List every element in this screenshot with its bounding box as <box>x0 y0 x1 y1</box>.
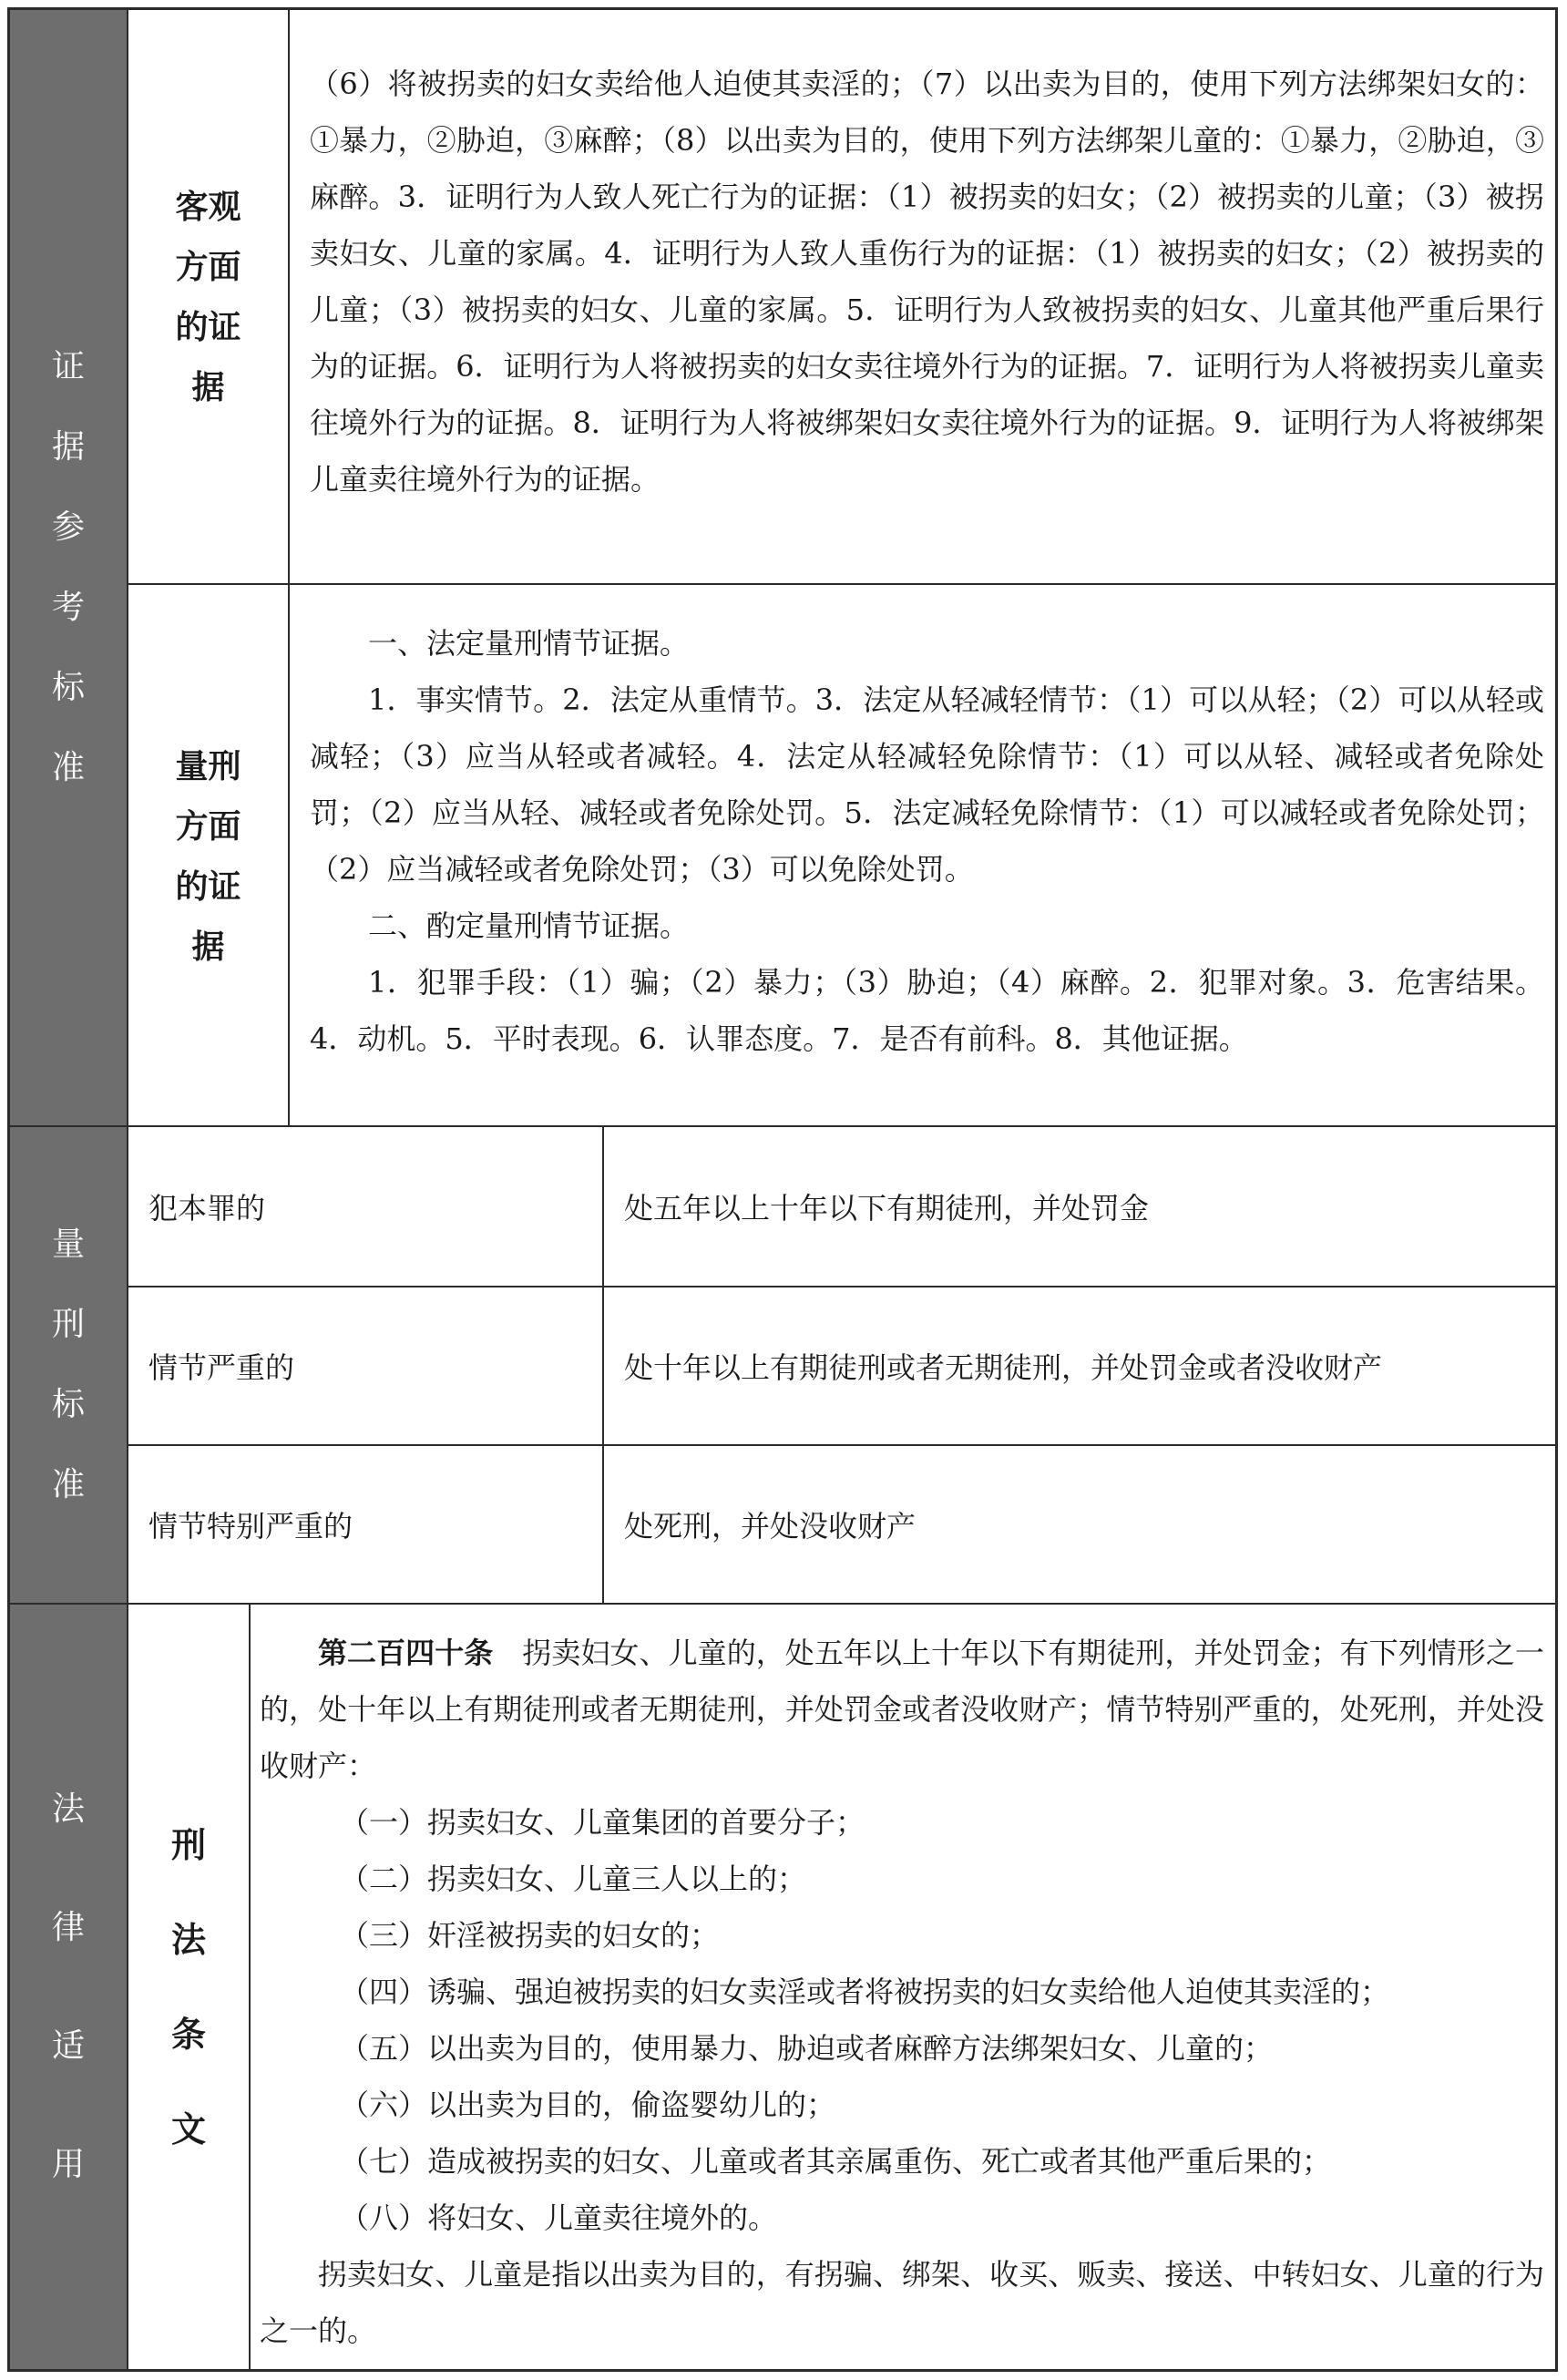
standards-penalty: 处死刑，并处没收财产 <box>624 1509 917 1544</box>
sentencing-para-1: 一、法定量刑情节证据。 <box>368 626 690 661</box>
article-item: （七）造成被拐卖的妇女、儿童或者其亲属重伤、死亡或者其他严重后果的； <box>340 2144 1332 2179</box>
article-item: （三）奸淫被拐卖的妇女的； <box>340 1918 720 1953</box>
standards-penalty: 处十年以上有期徒刑或者无期徒刑，并处罚金或者没收财产 <box>624 1350 1383 1385</box>
law-section <box>10 1605 1555 2369</box>
standards-side-label: 量刑标准 <box>51 1226 85 1503</box>
article-item: （六）以出卖为目的，偷盗婴幼儿的； <box>340 2088 836 2122</box>
standards-penalty: 处五年以上十年以下有期徒刑，并处罚金 <box>624 1191 1150 1226</box>
article-definition: 拐卖妇女、儿童是指以出卖为目的，有拐骗、绑架、收买、贩卖、接送、中转妇女、儿童的行为之一的。 <box>260 2257 1544 2348</box>
objective-evidence-label-cell <box>128 10 290 583</box>
law-side-label: 法律适用 <box>51 1790 85 2183</box>
article-title: 第二百四十条 <box>318 1636 494 1670</box>
standards-side-header <box>10 1127 128 1603</box>
article-item: （八）将妇女、儿童卖往境外的。 <box>340 2200 778 2235</box>
sentencing-para-3: 二、酌定量刑情节证据。 <box>368 908 690 943</box>
standards-section <box>10 1127 1555 1605</box>
law-side-header <box>10 1605 128 2369</box>
criminal-law-label-cell <box>128 1605 251 2369</box>
article-item: （一）拐卖妇女、儿童集团的首要分子； <box>340 1805 865 1840</box>
criminal-law-article <box>251 1625 1555 2359</box>
article-intro: 拐卖妇女、儿童的，处五年以上十年以下有期徒刑，并处罚金；有下列情形之一的，处十年以上有期徒刑或者无期徒刑，并处罚金或者没收财产；情节特别严重的，处死刑，并处没收财产： <box>260 1636 1544 1783</box>
article-item: （五）以出卖为目的，使用暴力、胁迫或者麻醉方法绑架妇女、儿童的； <box>340 2031 1274 2066</box>
article-item: （四）诱骗、强迫被拐卖的妇女卖淫或者将被拐卖的妇女卖给他人迫使其卖淫的； <box>340 1975 1390 2009</box>
sentencing-evidence-label: 量刑方面的证据 <box>175 746 241 966</box>
standards-crime: 犯本罪的 <box>128 1127 604 1286</box>
standards-row <box>128 1127 1555 1286</box>
sentencing-para-2: 1．事实情节。2．法定从重情节。3．法定从轻减轻情节：（1）可以从轻；（2）可以从轻或减轻；（3）应当从轻或者减轻。4．法定从轻减轻免除情节：（1）可以从轻、减轻或者免除处罚；（2）应当从轻、减轻或者免除处罚。5．法定减轻免除情节：（1）可以减轻或者免除处罚；（2）应当减轻或者免除处罚；（3）可以免除处罚。 <box>310 682 1544 887</box>
article-intro-paragraph <box>260 1625 1544 1794</box>
criminal-law-label: 刑法条文 <box>170 1823 206 2149</box>
standards-row <box>128 1446 1555 1603</box>
objective-evidence-text: （6）将被拐卖的妇女卖给他人迫使其卖淫的；（7）以出卖为目的，使用下列方法绑架妇女的：①暴力，②胁迫，③麻醉；（8）以出卖为目的，使用下列方法绑架儿童的：①暴力，②胁迫，③麻醉。3．证明行为人致人死亡行为的证据：（1）被拐卖的妇女；（2）被拐卖的儿童；（3）被拐卖妇女、儿童的家属。4．证明行为人致人重伤行为的证据：（1）被拐卖的妇女；（2）被拐卖的儿童；（3）被拐卖的妇女、儿童的家属。5．证明行为人致被拐卖的妇女、儿童其他严重后果行为的证据。6．证明行为人将被拐卖的妇女卖往境外行为的证据。7．证明行为人将被拐卖儿童卖往境外行为的证据。8．证明行为人将被绑架妇女卖往境外行为的证据。9．证明行为人将被绑架儿童卖往境外行为的证据。 <box>310 67 1544 497</box>
sentencing-evidence-text <box>290 615 1555 1067</box>
standards-crime: 情节严重的 <box>128 1287 604 1444</box>
standards-row <box>128 1287 1555 1444</box>
standards-crime: 情节特别严重的 <box>128 1446 604 1603</box>
evidence-side-header <box>10 10 128 1125</box>
evidence-side-label: 证据参考标准 <box>51 348 85 786</box>
article-item: （二）拐卖妇女、儿童三人以上的； <box>340 1862 807 1896</box>
evidence-divider <box>128 583 1555 585</box>
objective-evidence-label: 客观方面的证据 <box>175 187 241 406</box>
sentencing-evidence-label-cell <box>128 585 290 1127</box>
legal-reference-table <box>7 7 1558 2372</box>
evidence-section <box>10 10 1555 1127</box>
sentencing-para-4: 1．犯罪手段：（1）骗；（2）暴力；（3）胁迫；（4）麻醉。2．犯罪对象。3．危害结果。4．动机。5．平时表现。6．认罪态度。7．是否有前科。8．其他证据。 <box>310 965 1544 1056</box>
